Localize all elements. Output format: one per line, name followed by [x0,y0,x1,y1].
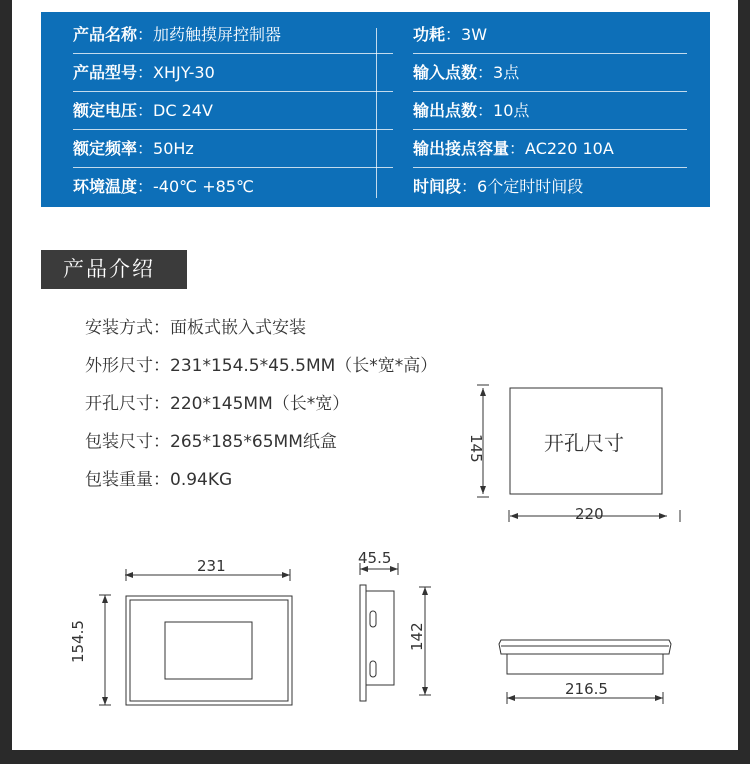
intro-line-package-size [85,427,337,452]
intro-separator: ： [153,394,170,414]
spec-value: 10点 [493,101,530,120]
section-title-product-intro: 产品介绍 [41,250,187,289]
spec-value: AC220 10A [525,139,614,158]
front-view-drawing [69,555,305,715]
side-clip-bottom [370,661,376,677]
intro-key: 包装尺寸 [85,432,153,452]
spec-row-inputs [413,54,687,92]
spec-value: -40℃ +85℃ [153,177,254,196]
spec-row-frequency [73,130,393,168]
spec-value: 3点 [493,63,520,82]
spec-row-outputs [413,92,687,130]
front-bezel [130,600,288,701]
side-outline [360,585,394,701]
spec-row-temperature [73,168,393,206]
bottom-body [507,654,663,674]
front-outline [126,596,292,705]
intro-separator: ： [153,470,170,490]
intro-line-package-weight [85,465,232,490]
spec-separator: ： [509,139,526,158]
intro-key: 外形尺寸 [85,356,153,376]
side-view-drawing [350,545,440,715]
bottom-width-dim: 216.5 [565,680,608,698]
spec-separator: ： [477,63,494,82]
spec-row-voltage [73,92,393,130]
bottom-flange [499,640,671,654]
spec-row-contact-capacity [413,130,687,168]
intro-value: 265*185*65MM纸盒 [170,432,337,452]
page-frame-left [0,0,12,764]
front-screen [165,622,252,679]
spec-separator: ： [137,25,154,44]
spec-row-time-periods [413,168,687,206]
spec-row-model [73,54,393,92]
spec-value: 加药触摸屏控制器 [153,25,282,44]
spec-separator: ： [137,177,154,196]
spec-key: 额定频率 [73,139,138,158]
intro-value: 面板式嵌入式安装 [170,318,306,338]
cutout-height-dim: 145 [467,434,485,463]
spec-value: DC 24V [153,101,213,120]
intro-separator: ： [153,432,170,452]
intro-line-dimensions [85,351,437,376]
spec-separator: ： [477,101,494,120]
spec-divider [376,28,377,198]
side-clip-top [370,611,376,627]
page-frame-right [738,0,750,764]
intro-key: 包装重量 [85,470,153,490]
side-depth-dim: 45.5 [358,549,392,567]
cutout-width-dim: 220 [575,505,604,523]
front-width-dim: 231 [197,557,226,575]
cutout-drawing [455,380,695,530]
spec-value: 6个定时时间段 [477,177,584,196]
spec-separator: ： [137,101,154,120]
spec-key: 产品型号 [73,63,138,82]
spec-key: 时间段 [413,177,462,196]
spec-key: 输入点数 [413,63,478,82]
spec-row-product-name [73,16,393,54]
intro-line-installation [85,313,306,338]
page-frame-bottom [0,750,750,764]
intro-separator: ： [153,356,170,376]
spec-key: 输出接点容量 [413,139,510,158]
intro-key: 开孔尺寸 [85,394,153,414]
intro-line-cutout [85,389,349,414]
bottom-view-drawing [493,628,683,708]
spec-key: 产品名称 [73,25,138,44]
spec-key: 功耗 [413,25,446,44]
intro-key: 安装方式 [85,318,153,338]
spec-key: 环境温度 [73,177,138,196]
spec-value: 50Hz [153,139,194,158]
spec-value: 3W [461,25,488,44]
spec-key: 输出点数 [413,101,478,120]
cutout-label: 开孔尺寸 [544,431,624,455]
front-height-dim: 154.5 [69,620,87,663]
intro-separator: ： [153,318,170,338]
spec-key: 额定电压 [73,101,138,120]
intro-value: 0.94KG [170,470,233,490]
intro-value: 231*154.5*45.5MM（长*宽*高） [170,356,438,376]
spec-value: XHJY-30 [153,63,215,82]
spec-separator: ： [461,177,478,196]
spec-separator: ： [137,63,154,82]
spec-separator: ： [137,139,154,158]
spec-row-power [413,16,687,54]
side-height-dim: 142 [408,622,426,651]
spec-separator: ： [445,25,462,44]
intro-value: 220*145MM（长*宽） [170,394,350,414]
spec-panel [41,12,710,207]
